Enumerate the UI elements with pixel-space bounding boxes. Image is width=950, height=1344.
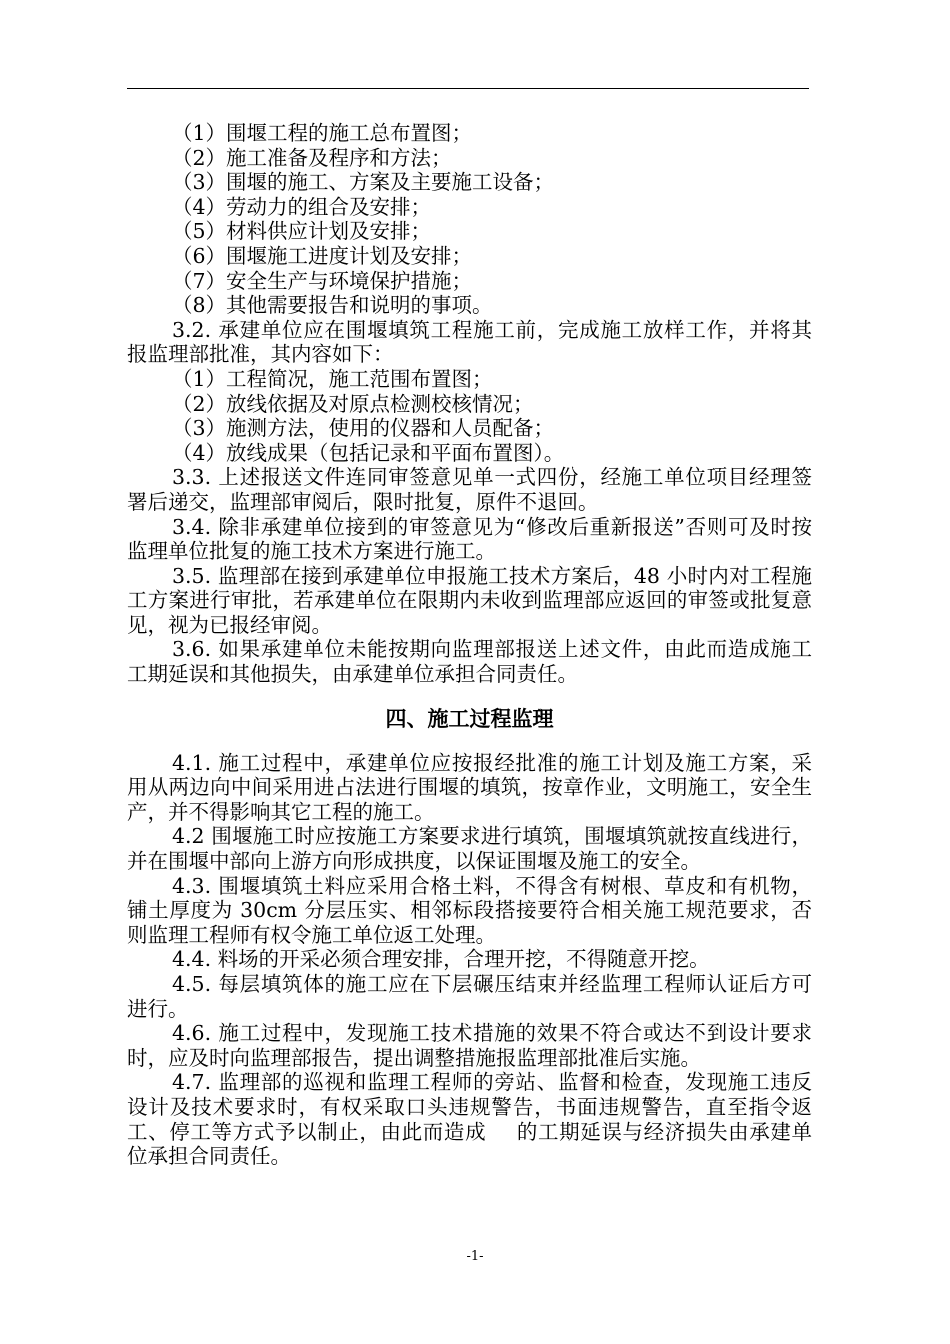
list-item-3-2-4: （4）放线成果（包括记录和平面布置图）。 xyxy=(172,440,565,465)
list-item-3-2-1: （1）工程简况，施工范围布置图； xyxy=(172,366,493,391)
list-item-3-1-4: （4）劳动力的组合及安排； xyxy=(172,194,432,219)
paragraph-3-2: 3.2. 承建单位应在围堰填筑工程施工前，完成施工放样工作，并将其报监理部批准，其内容如下： xyxy=(127,317,812,367)
list-item-3-2-2: （2）放线依据及对原点检测校核情况； xyxy=(172,391,534,416)
list-item-3-1-7: （7）安全生产与环境保护措施； xyxy=(172,268,473,293)
document-body xyxy=(127,121,812,1169)
list-item-3-1-3: （3）围堰的施工、方案及主要施工设备； xyxy=(172,170,555,195)
paragraph-3-5: 3.5. 监理部在接到承建单位申报施工技术方案后，48 小时内对工程施工方案进行审批，若承建单位在限期内未收到监理部应返回的审签或批复意见，视为已报经审阅。 xyxy=(127,563,812,637)
list-item-3-1-2: （2）施工准备及程序和方法； xyxy=(172,145,452,170)
paragraph-4-7-part-1: 4.7. 监理部的巡视和监理工程师的旁站、监督和检查，发现施工违反设计及技术要求时，有权采取口头违规警告，书面违规警告，直至指令返工、停工等方式予以制止，由此而造成 xyxy=(127,1070,812,1144)
paragraph-4-7 xyxy=(127,1070,812,1168)
paragraph-4-7-part-2: 的工期延误与经济损失由承建单位承担合同责任。 xyxy=(127,1119,813,1169)
header-rule xyxy=(127,88,809,89)
page-number: -1- xyxy=(466,1249,484,1264)
paragraph-4-4: 4.4. 料场的开采必须合理安排，合理开挖，不得随意开挖。 xyxy=(172,947,710,972)
list-item-3-2-3: （3）施测方法，使用的仪器和人员配备； xyxy=(172,416,555,441)
paragraph-3-6: 3.6. 如果承建单位未能按期向监理部报送上述文件，由此而造成施工工期延误和其他损失，由承建单位承担合同责任。 xyxy=(127,637,812,687)
list-item-3-1-8: （8）其他需要报告和说明的事项。 xyxy=(172,293,493,318)
paragraph-4-2: 4.2 围堰施工时应按施工方案要求进行填筑，围堰填筑就按直线进行，并在围堰中部向上游方向形成拱度，以保证围堰及施工的安全。 xyxy=(127,824,812,874)
list-item-3-1-5: （5）材料供应计划及安排； xyxy=(172,219,432,244)
paragraph-4-1: 4.1. 施工过程中，承建单位应按报经批准的施工计划及施工方案，采用从两边向中间采用进占法进行围堰的填筑，按章作业，文明施工，安全生产，并不得影响其它工程的施工。 xyxy=(127,750,812,824)
paragraph-4-5: 4.5. 每层填筑体的施工应在下层碾压结束并经监理工程师认证后方可进行。 xyxy=(127,972,812,1021)
section-heading-4: 四、施工过程监理 xyxy=(385,706,554,731)
paragraph-4-6: 4.6. 施工过程中，发现施工技术措施的效果不符合或达不到设计要求时，应及时向监理部报告，提出调整措施报监理部批准后实施。 xyxy=(127,1021,812,1070)
paragraph-4-3: 4.3. 围堰填筑土料应采用合格土料，不得含有树根、草皮和有机物，铺土厚度为 30cm 分层压实、相邻标段搭接要符合相关施工规范要求，否则监理工程师有权令施工单位返工处理。 xyxy=(127,873,812,947)
list-item-3-1-1: （1）围堰工程的施工总布置图； xyxy=(172,121,473,145)
paragraph-3-4: 3.4. 除非承建单位接到的审签意见为“修改后重新报送”否则可及时按监理单位批复的施工技术方案进行施工。 xyxy=(127,514,812,564)
paragraph-3-3: 3.3. 上述报送文件连同审签意见单一式四份，经施工单位项目经理签署后递交，监理部审阅后，限时批复，原件不退回。 xyxy=(127,465,812,514)
list-item-3-1-6: （6）围堰施工进度计划及安排； xyxy=(172,243,473,268)
